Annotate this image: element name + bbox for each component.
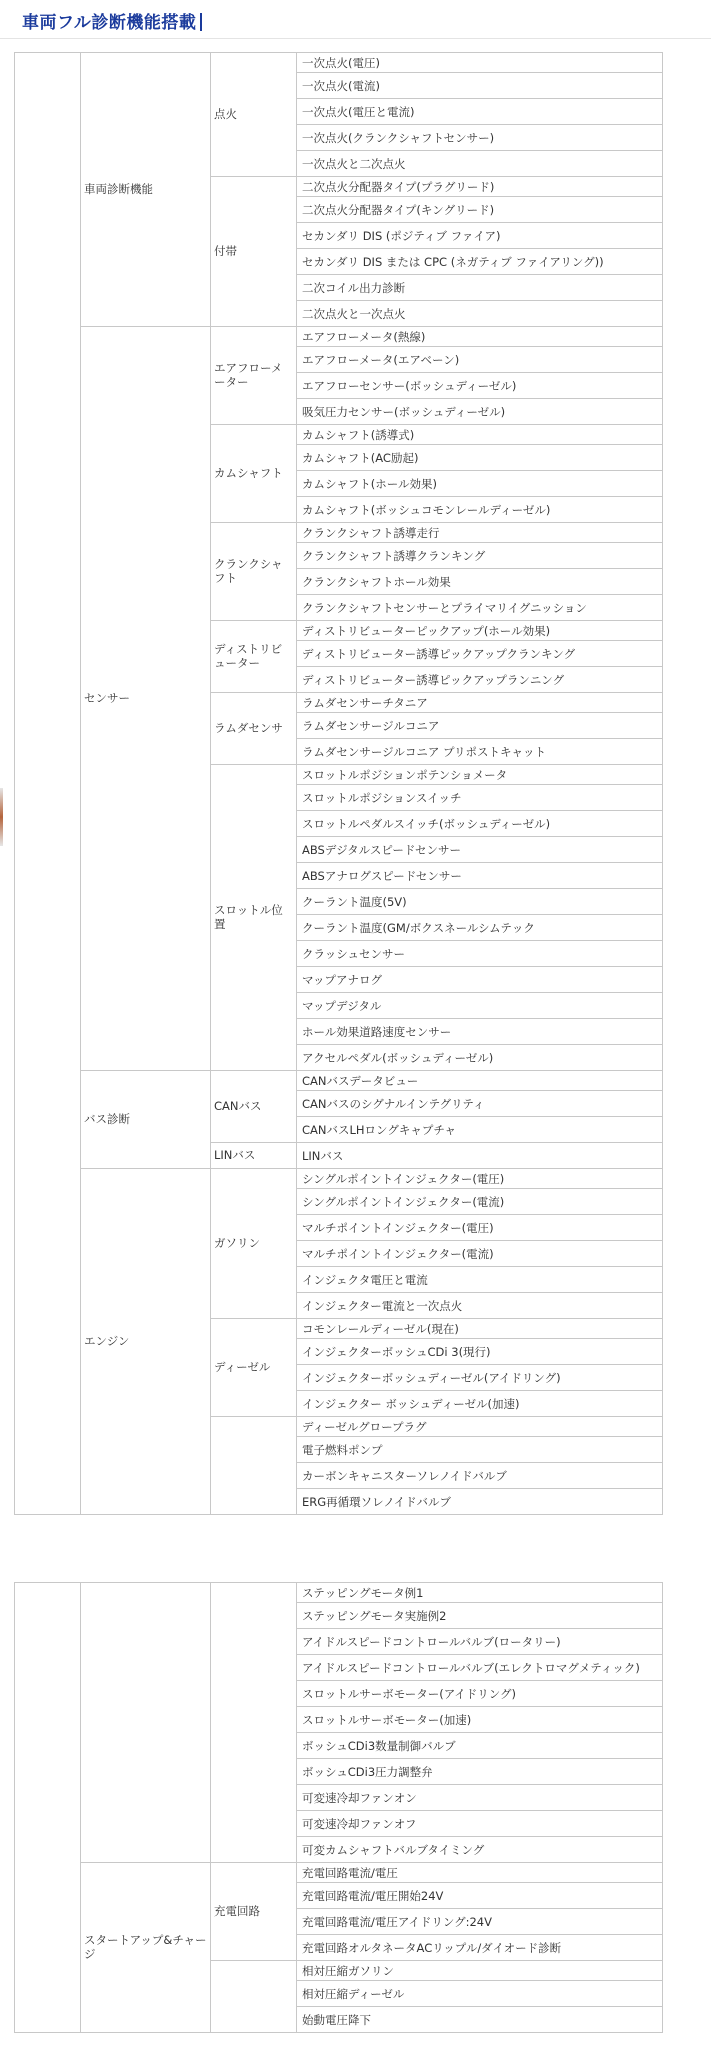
- feature-item-cell: 可変速冷却ファンオフ: [297, 1811, 663, 1837]
- side-scroll-mark: [0, 788, 3, 846]
- category-cell: [81, 1583, 211, 1863]
- feature-item-cell: 相対圧縮ガソリン: [297, 1961, 663, 1981]
- feature-item-cell: アイドルスピードコントロールバルブ(ロータリー): [297, 1629, 663, 1655]
- subcategory-cell: [211, 1961, 297, 2033]
- feature-item-cell: ボッシュCDi3数量制御バルブ: [297, 1733, 663, 1759]
- feature-item-cell: クーラント温度(5V): [297, 889, 663, 915]
- feature-item-cell: アイドルスピードコントロールバルブ(エレクトロマグメティック): [297, 1655, 663, 1681]
- feature-item-cell: アクセルペダル(ボッシュディーゼル): [297, 1045, 663, 1071]
- feature-item-cell: クーラント温度(GM/ボクスネールシムテック: [297, 915, 663, 941]
- feature-item-cell: 一次点火(電圧): [297, 53, 663, 73]
- feature-item-cell: エアフローメータ(熱線): [297, 327, 663, 347]
- table-row: [15, 1169, 663, 1189]
- table-row: [15, 1071, 663, 1091]
- feature-item-cell: インジェクターボッシュCDi 3(現行): [297, 1339, 663, 1365]
- feature-item-cell: ラムダセンサージルコニア: [297, 713, 663, 739]
- feature-item-cell: クランクシャフト誘導クランキング: [297, 543, 663, 569]
- subcategory-cell: カムシャフト: [211, 425, 297, 523]
- feature-item-cell: シングルポイントインジェクター(電圧): [297, 1169, 663, 1189]
- subcategory-cell: 付帯: [211, 177, 297, 327]
- feature-item-cell: スロットルポジションポテンショメータ: [297, 765, 663, 785]
- feature-item-cell: クランクシャフトセンサーとプライマリイグニッション: [297, 595, 663, 621]
- subcategory-cell: ディストリビューター: [211, 621, 297, 693]
- feature-item-cell: クラッシュセンサー: [297, 941, 663, 967]
- feature-item-cell: インジェクター電流と一次点火: [297, 1293, 663, 1319]
- feature-item-cell: インジェクタ電圧と電流: [297, 1267, 663, 1293]
- blank-column-cell: [15, 53, 81, 1515]
- feature-item-cell: 二次点火分配器タイプ(プラグリード): [297, 177, 663, 197]
- category-cell: 車両診断機能: [81, 53, 211, 327]
- subcategory-cell: [211, 1583, 297, 1863]
- subcategory-cell: LINバス: [211, 1143, 297, 1169]
- table-row: [15, 1583, 663, 1603]
- feature-item-cell: スロットルサーボモーター(アイドリング): [297, 1681, 663, 1707]
- subcategory-cell: クランクシャフト: [211, 523, 297, 621]
- feature-item-cell: セカンダリ DIS または CPC (ネガティブ ファイアリング)): [297, 249, 663, 275]
- feature-item-cell: ラムダセンサーチタニア: [297, 693, 663, 713]
- feature-item-cell: 可変カムシャフトバルブタイミング: [297, 1837, 663, 1863]
- subcategory-cell: スロットル位置: [211, 765, 297, 1071]
- feature-item-cell: 一次点火(クランクシャフトセンサー): [297, 125, 663, 151]
- feature-item-cell: CANバスデータビュー: [297, 1071, 663, 1091]
- feature-item-cell: ABSアナログスピードセンサー: [297, 863, 663, 889]
- category-cell: エンジン: [81, 1169, 211, 1515]
- feature-item-cell: 充電回路電流/電圧: [297, 1863, 663, 1883]
- diagnostics-table-continued: [14, 1582, 663, 2033]
- blank-column-cell: [15, 1583, 81, 2033]
- subcategory-cell: ディーゼル: [211, 1319, 297, 1417]
- subcategory-cell: ガソリン: [211, 1169, 297, 1319]
- feature-item-cell: クランクシャフトホール効果: [297, 569, 663, 595]
- feature-item-cell: ABSデジタルスピードセンサー: [297, 837, 663, 863]
- feature-item-cell: シングルポイントインジェクター(電流): [297, 1189, 663, 1215]
- feature-item-cell: LINバス: [297, 1143, 663, 1169]
- feature-item-cell: カムシャフト(誘導式): [297, 425, 663, 445]
- feature-item-cell: 充電回路電流/電圧アイドリング:24V: [297, 1909, 663, 1935]
- table-row: [15, 327, 663, 347]
- feature-item-cell: ステッピングモータ例1: [297, 1583, 663, 1603]
- feature-item-cell: ディーゼルグロープラグ: [297, 1417, 663, 1437]
- feature-item-cell: ホール効果道路速度センサー: [297, 1019, 663, 1045]
- feature-item-cell: マップデジタル: [297, 993, 663, 1019]
- feature-item-cell: ステッピングモータ実施例2: [297, 1603, 663, 1629]
- feature-item-cell: エアフローセンサー(ボッシュディーゼル): [297, 373, 663, 399]
- title-separator: [0, 38, 711, 39]
- diagnostics-table: [14, 52, 663, 1515]
- feature-item-cell: コモンレールディーゼル(現在): [297, 1319, 663, 1339]
- feature-item-cell: ラムダセンサージルコニア プリポストキャット: [297, 739, 663, 765]
- feature-item-cell: ボッシュCDi3圧力調整弁: [297, 1759, 663, 1785]
- subcategory-cell: 充電回路: [211, 1863, 297, 1961]
- feature-item-cell: 相対圧縮ディーゼル: [297, 1981, 663, 2007]
- subcategory-cell: CANバス: [211, 1071, 297, 1143]
- feature-item-cell: スロットルポジションスイッチ: [297, 785, 663, 811]
- feature-item-cell: ディストリビューターピックアップ(ホール効果): [297, 621, 663, 641]
- subcategory-cell: [211, 1417, 297, 1515]
- feature-item-cell: 充電回路オルタネータACリップル/ダイオード診断: [297, 1935, 663, 1961]
- feature-item-cell: インジェクター ボッシュディーゼル(加速): [297, 1391, 663, 1417]
- category-cell: スタートアップ&チャージ: [81, 1863, 211, 2033]
- feature-item-cell: 二次点火と一次点火: [297, 301, 663, 327]
- feature-item-cell: マルチポイントインジェクター(電圧): [297, 1215, 663, 1241]
- feature-item-cell: 二次点火分配器タイプ(キングリード): [297, 197, 663, 223]
- feature-item-cell: 始動電圧降下: [297, 2007, 663, 2033]
- feature-item-cell: 二次コイル出力診断: [297, 275, 663, 301]
- feature-item-cell: マップアナログ: [297, 967, 663, 993]
- feature-item-cell: 一次点火(電流): [297, 73, 663, 99]
- feature-item-cell: 吸気圧力センサー(ボッシュディーゼル): [297, 399, 663, 425]
- feature-item-cell: ディストリビューター誘導ピックアップランニング: [297, 667, 663, 693]
- feature-item-cell: ディストリビューター誘導ピックアップクランキング: [297, 641, 663, 667]
- feature-item-cell: カムシャフト(ボッシュコモンレールディーゼル): [297, 497, 663, 523]
- subcategory-cell: 点火: [211, 53, 297, 177]
- feature-item-cell: 電子燃料ポンプ: [297, 1437, 663, 1463]
- feature-item-cell: スロットルサーボモーター(加速): [297, 1707, 663, 1733]
- category-cell: センサー: [81, 327, 211, 1071]
- feature-item-cell: エアフローメータ(エアベーン): [297, 347, 663, 373]
- table-row: [15, 53, 663, 73]
- feature-item-cell: クランクシャフト誘導走行: [297, 523, 663, 543]
- text-cursor: [200, 13, 202, 31]
- feature-item-cell: セカンダリ DIS (ポジティブ ファイア): [297, 223, 663, 249]
- feature-item-cell: スロットルペダルスイッチ(ボッシュディーゼル): [297, 811, 663, 837]
- feature-item-cell: ERG再循環ソレノイドバルブ: [297, 1489, 663, 1515]
- feature-item-cell: CANバスLHロングキャプチャ: [297, 1117, 663, 1143]
- subcategory-cell: ラムダセンサ: [211, 693, 297, 765]
- table-row: [15, 1863, 663, 1883]
- feature-item-cell: 一次点火と二次点火: [297, 151, 663, 177]
- feature-item-cell: カーボンキャニスターソレノイドバルブ: [297, 1463, 663, 1489]
- subcategory-cell: エアフローメーター: [211, 327, 297, 425]
- feature-item-cell: カムシャフト(ホール効果): [297, 471, 663, 497]
- feature-item-cell: 充電回路電流/電圧開始24V: [297, 1883, 663, 1909]
- feature-item-cell: 可変速冷却ファンオン: [297, 1785, 663, 1811]
- feature-item-cell: CANバスのシグナルインテグリティ: [297, 1091, 663, 1117]
- feature-item-cell: インジェクターボッシュディーゼル(アイドリング): [297, 1365, 663, 1391]
- feature-item-cell: マルチポイントインジェクター(電流): [297, 1241, 663, 1267]
- page-title: 車両フル診断機能搭載: [22, 8, 202, 33]
- feature-item-cell: 一次点火(電圧と電流): [297, 99, 663, 125]
- feature-item-cell: カムシャフト(AC励起): [297, 445, 663, 471]
- category-cell: バス診断: [81, 1071, 211, 1169]
